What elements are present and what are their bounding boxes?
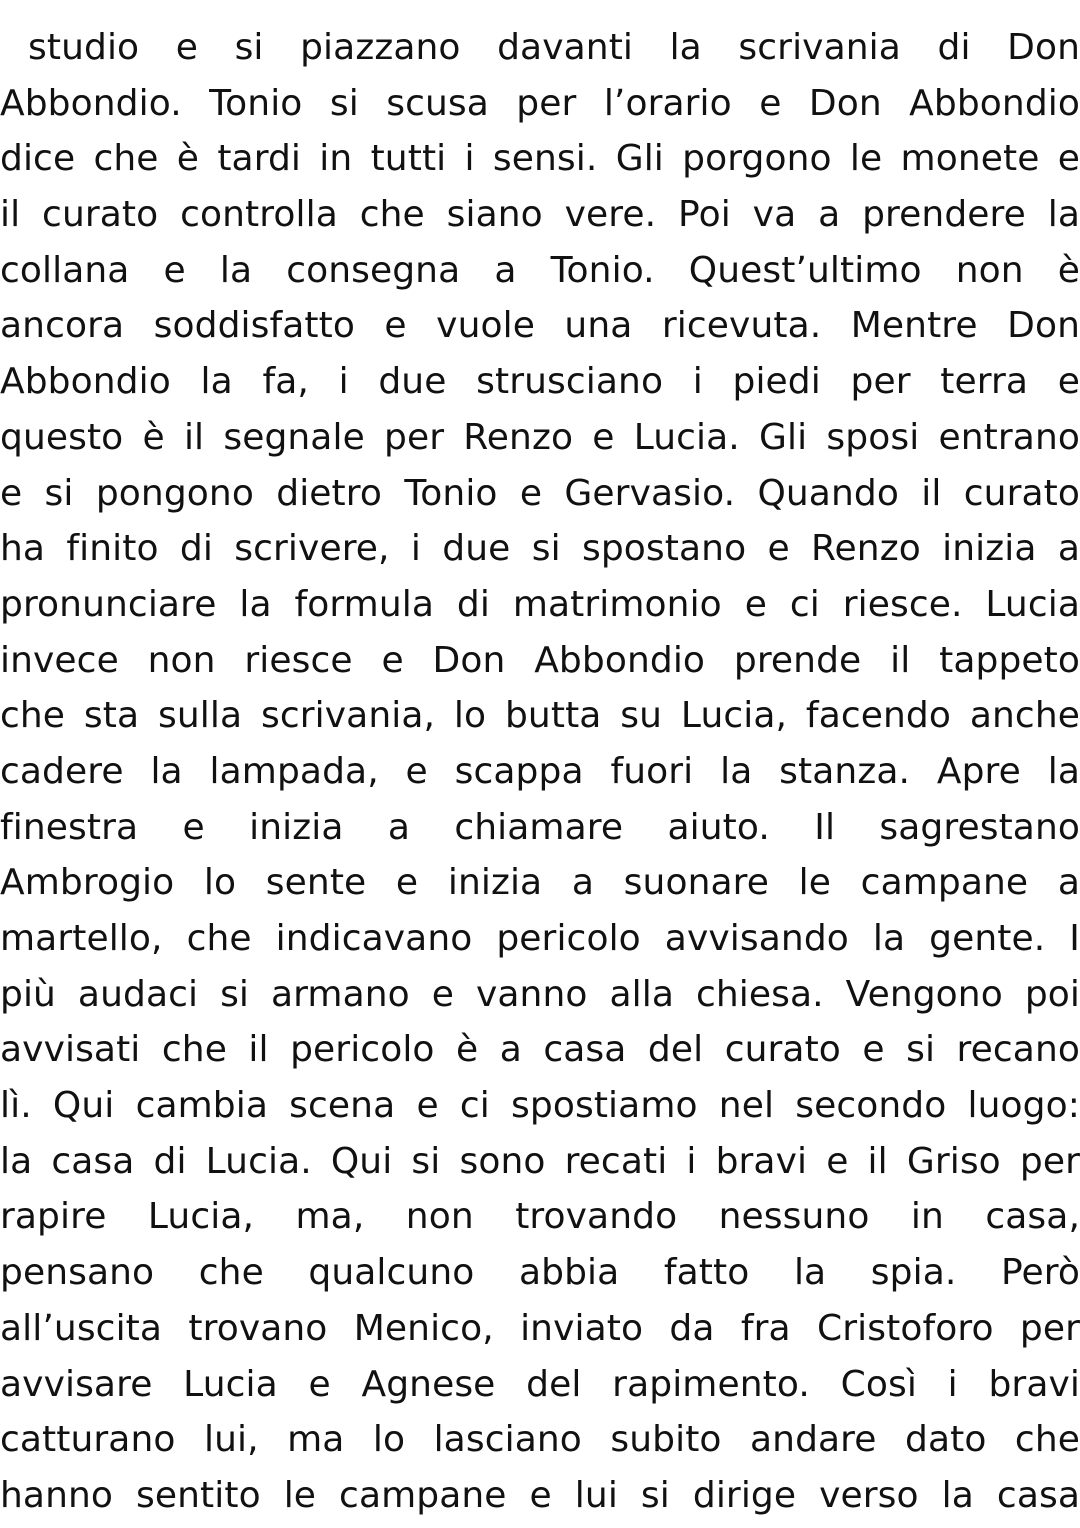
text-line: cadere la lampada, e scappa fuori la stanza. Apre la [0,750,1080,792]
text-line: e si pongono dietro Tonio e Gervasio. Quando il curato [0,472,1080,514]
text-line: martello, che indicavano pericolo avvisando la gente. I [0,918,1080,959]
text-line: Abbondio. Tonio si scusa per l’orario e Don Abbondio [0,82,1080,124]
text-line: la casa di Lucia. Qui si sono recati i bravi e il Griso per [0,1140,1080,1182]
text-line: Abbondio la fa, i due strusciano i piedi per terra e [0,361,1080,403]
document-page [0,20,1080,1520]
text-line: più audaci si armano e vanno alla chiesa. Vengono poi [0,973,1080,1015]
text-line: studio e si piazzano davanti la scrivania di Don [28,27,1080,68]
text-line: avvisati che il pericolo è a casa del curato e si recano [0,1029,1080,1071]
text-line: hanno sentito le campane e lui si dirige verso la casa [0,1474,1080,1516]
text-line: il curato controlla che siano vere. Poi va a prendere la [0,194,1080,236]
text-line: che sta sulla scrivania, lo butta su Lucia, facendo anche [0,695,1080,737]
text-line: collana e la consegna a Tonio. Quest’ultimo non è [0,249,1080,291]
text-line: rapire Lucia, ma, non trovando nessuno in casa, [0,1196,1080,1238]
text-line: lì. Qui cambia scena e ci spostiamo nel secondo luogo: [0,1085,1080,1127]
text-line: finestra e inizia a chiamare aiuto. Il sagrestano [0,806,1080,848]
text-line: pensano che qualcuno abbia fatto la spia. Però [0,1252,1080,1294]
text-line: dice che è tardi in tutti i sensi. Gli porgono le monete e [0,138,1080,180]
text-line: ha finito di scrivere, i due si spostano e Renzo inizia a [0,528,1080,570]
text-line: avvisare Lucia e Agnese del rapimento. Così i bravi [0,1363,1080,1405]
text-line: all’uscita trovano Menico, inviato da fra Cristoforo per [0,1307,1080,1349]
text-line: pronunciare la formula di matrimonio e ci riesce. Lucia [0,583,1080,625]
text-line: ancora soddisfatto e vuole una ricevuta. Mentre Don [0,305,1080,347]
text-line: invece non riesce e Don Abbondio prende il tappeto [0,639,1080,681]
text-line: Ambrogio lo sente e inizia a suonare le campane a [0,862,1080,904]
text-line: catturano lui, ma lo lasciano subito andare dato che [0,1419,1080,1461]
text-line: questo è il segnale per Renzo e Lucia. Gli sposi entrano [0,416,1080,458]
